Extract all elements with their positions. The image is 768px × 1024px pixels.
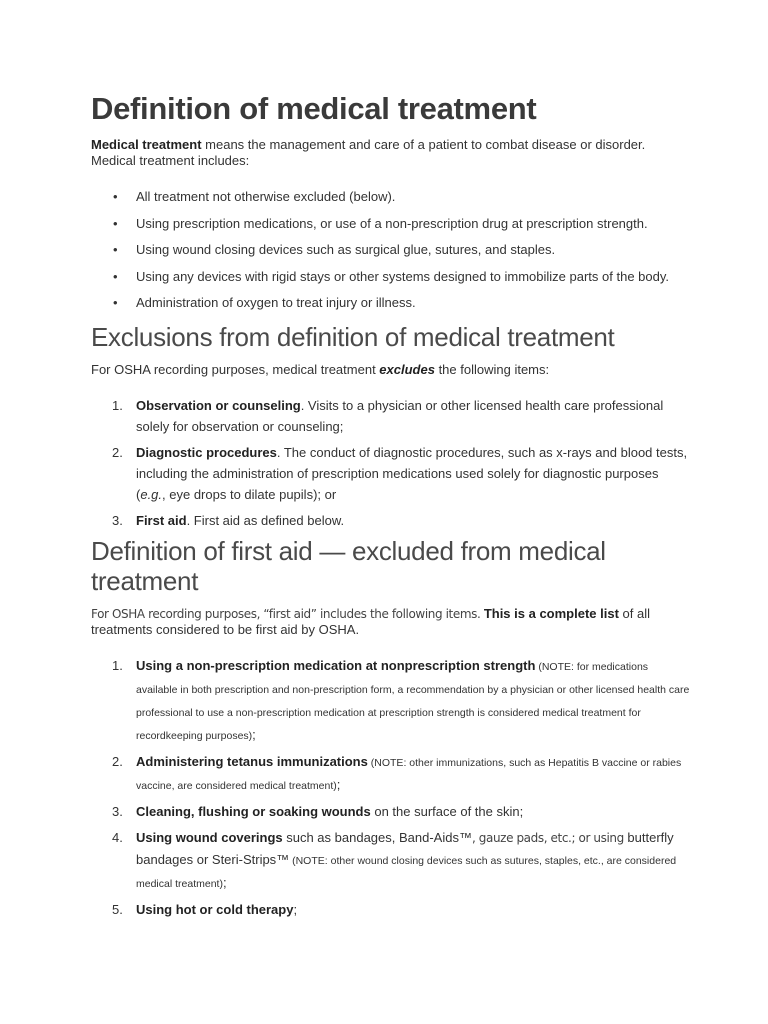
list-item: 1. Using a non-prescription medication at nonprescription strength (NOTE: for medications available in both prescription and non-prescription form, a recommendation by a physician or other licensed health care professional to use a non-prescription medication at prescription strength is considered medical treatment for recordkeeping purposes); <box>91 655 691 747</box>
item-number: 2. <box>112 753 123 769</box>
list-item: 3. First aid. First aid as defined below. <box>91 510 691 531</box>
list-item: • Administration of oxygen to treat injury or illness. <box>113 295 416 310</box>
item-term: Diagnostic procedures <box>136 444 277 460</box>
bullet-icon: • <box>113 242 118 257</box>
item-number: 3. <box>112 803 123 819</box>
list-item: 5. Using hot or cold therapy; <box>91 899 691 921</box>
document-page <box>91 90 691 925</box>
bullet-icon: • <box>113 215 118 231</box>
item-term: Cleaning, flushing or soaking wounds <box>136 803 371 819</box>
includes-list <box>91 189 691 311</box>
item-term: First aid <box>136 512 187 528</box>
item-note: (NOTE: other wound closing devices such as sutures, staples, etc., are considered medical treatment) <box>136 854 677 890</box>
first-aid-list <box>91 655 691 921</box>
exclusions-heading: Exclusions from definition of medical treatment <box>91 321 615 352</box>
list-item: 2. Administering tetanus immunizations (NOTE: other immunizations, such as Hepatitis B vaccine or rabies vaccine, are considered medical treatment); <box>91 751 691 797</box>
item-term: Using wound coverings <box>136 829 283 845</box>
first-aid-lead: For OSHA recording purposes, “first aid” includes the following items. This is a complete list of all treatments considered to be first aid by OSHA. <box>91 605 650 637</box>
item-term: Using hot or cold therapy <box>136 901 294 917</box>
complete-list-emphasis: This is a complete list <box>483 605 619 621</box>
list-item: 4. Using wound coverings such as bandages, Band-Aids™, gauze pads, etc.; or using butterfly bandages or Steri-Strips™ (NOTE: other wound closing devices such as sutures, staples, etc., are considered medical treatment); <box>91 827 691 895</box>
item-number: 3. <box>112 512 123 528</box>
item-number: 1. <box>112 397 123 413</box>
exclusions-list <box>91 395 691 531</box>
item-term: Administering tetanus immunizations <box>136 753 368 769</box>
bullet-icon: • <box>113 189 118 204</box>
list-item: 3. Cleaning, flushing or soaking wounds on the surface of the skin; <box>91 801 691 823</box>
list-item: • Using any devices with rigid stays or other systems designed to immobilize parts of the body. <box>113 268 669 284</box>
item-term: Observation or counseling <box>136 397 301 413</box>
item-number: 5. <box>112 901 123 917</box>
bullet-icon: • <box>113 268 118 284</box>
item-number: 2. <box>112 444 123 460</box>
item-term: Using a non-prescription medication at nonprescription strength <box>136 657 536 673</box>
exclusions-lead: For OSHA recording purposes, medical treatment excludes the following items: <box>91 361 550 377</box>
first-aid-heading: Definition of first aid — excluded from medical treatment <box>91 535 606 596</box>
excludes-emphasis: excludes <box>379 361 435 377</box>
item-note: (NOTE: for medications available in both prescription and non-prescription form, a recommendation by a physician or other licensed health care professional to use a non-prescription medication at prescription strength is considered medical treatment for recordkeeping purposes) <box>136 660 690 742</box>
item-note: (NOTE: other immunizations, such as Hepatitis B vaccine or rabies vaccine, are considered medical treatment) <box>136 756 682 792</box>
item-number: 4. <box>112 829 123 845</box>
list-item: • Using prescription medications, or use of a non-prescription drug at prescription strength. <box>113 215 648 231</box>
list-item: • Using wound closing devices such as surgical glue, sutures, and staples. <box>113 242 556 257</box>
intro-text: means the management and care of a patient to combat disease or disorder. Medical treatment includes: <box>91 137 646 168</box>
page-title: Definition of medical treatment <box>91 91 537 126</box>
item-number: 1. <box>112 657 123 673</box>
list-item: • All treatment not otherwise excluded (below). <box>113 189 396 204</box>
list-item: 2. Diagnostic procedures. The conduct of diagnostic procedures, such as x-rays and blood tests, including the administration of prescription medications used solely for diagnostic purposes (e.g., eye drops to dilate pupils); or <box>91 442 691 505</box>
intro-term: Medical treatment <box>91 137 202 152</box>
intro-paragraph <box>91 137 691 169</box>
bullet-icon: • <box>113 295 118 310</box>
list-item: 1. Observation or counseling. Visits to a physician or other licensed health care professional solely for observation or counseling; <box>91 395 691 437</box>
